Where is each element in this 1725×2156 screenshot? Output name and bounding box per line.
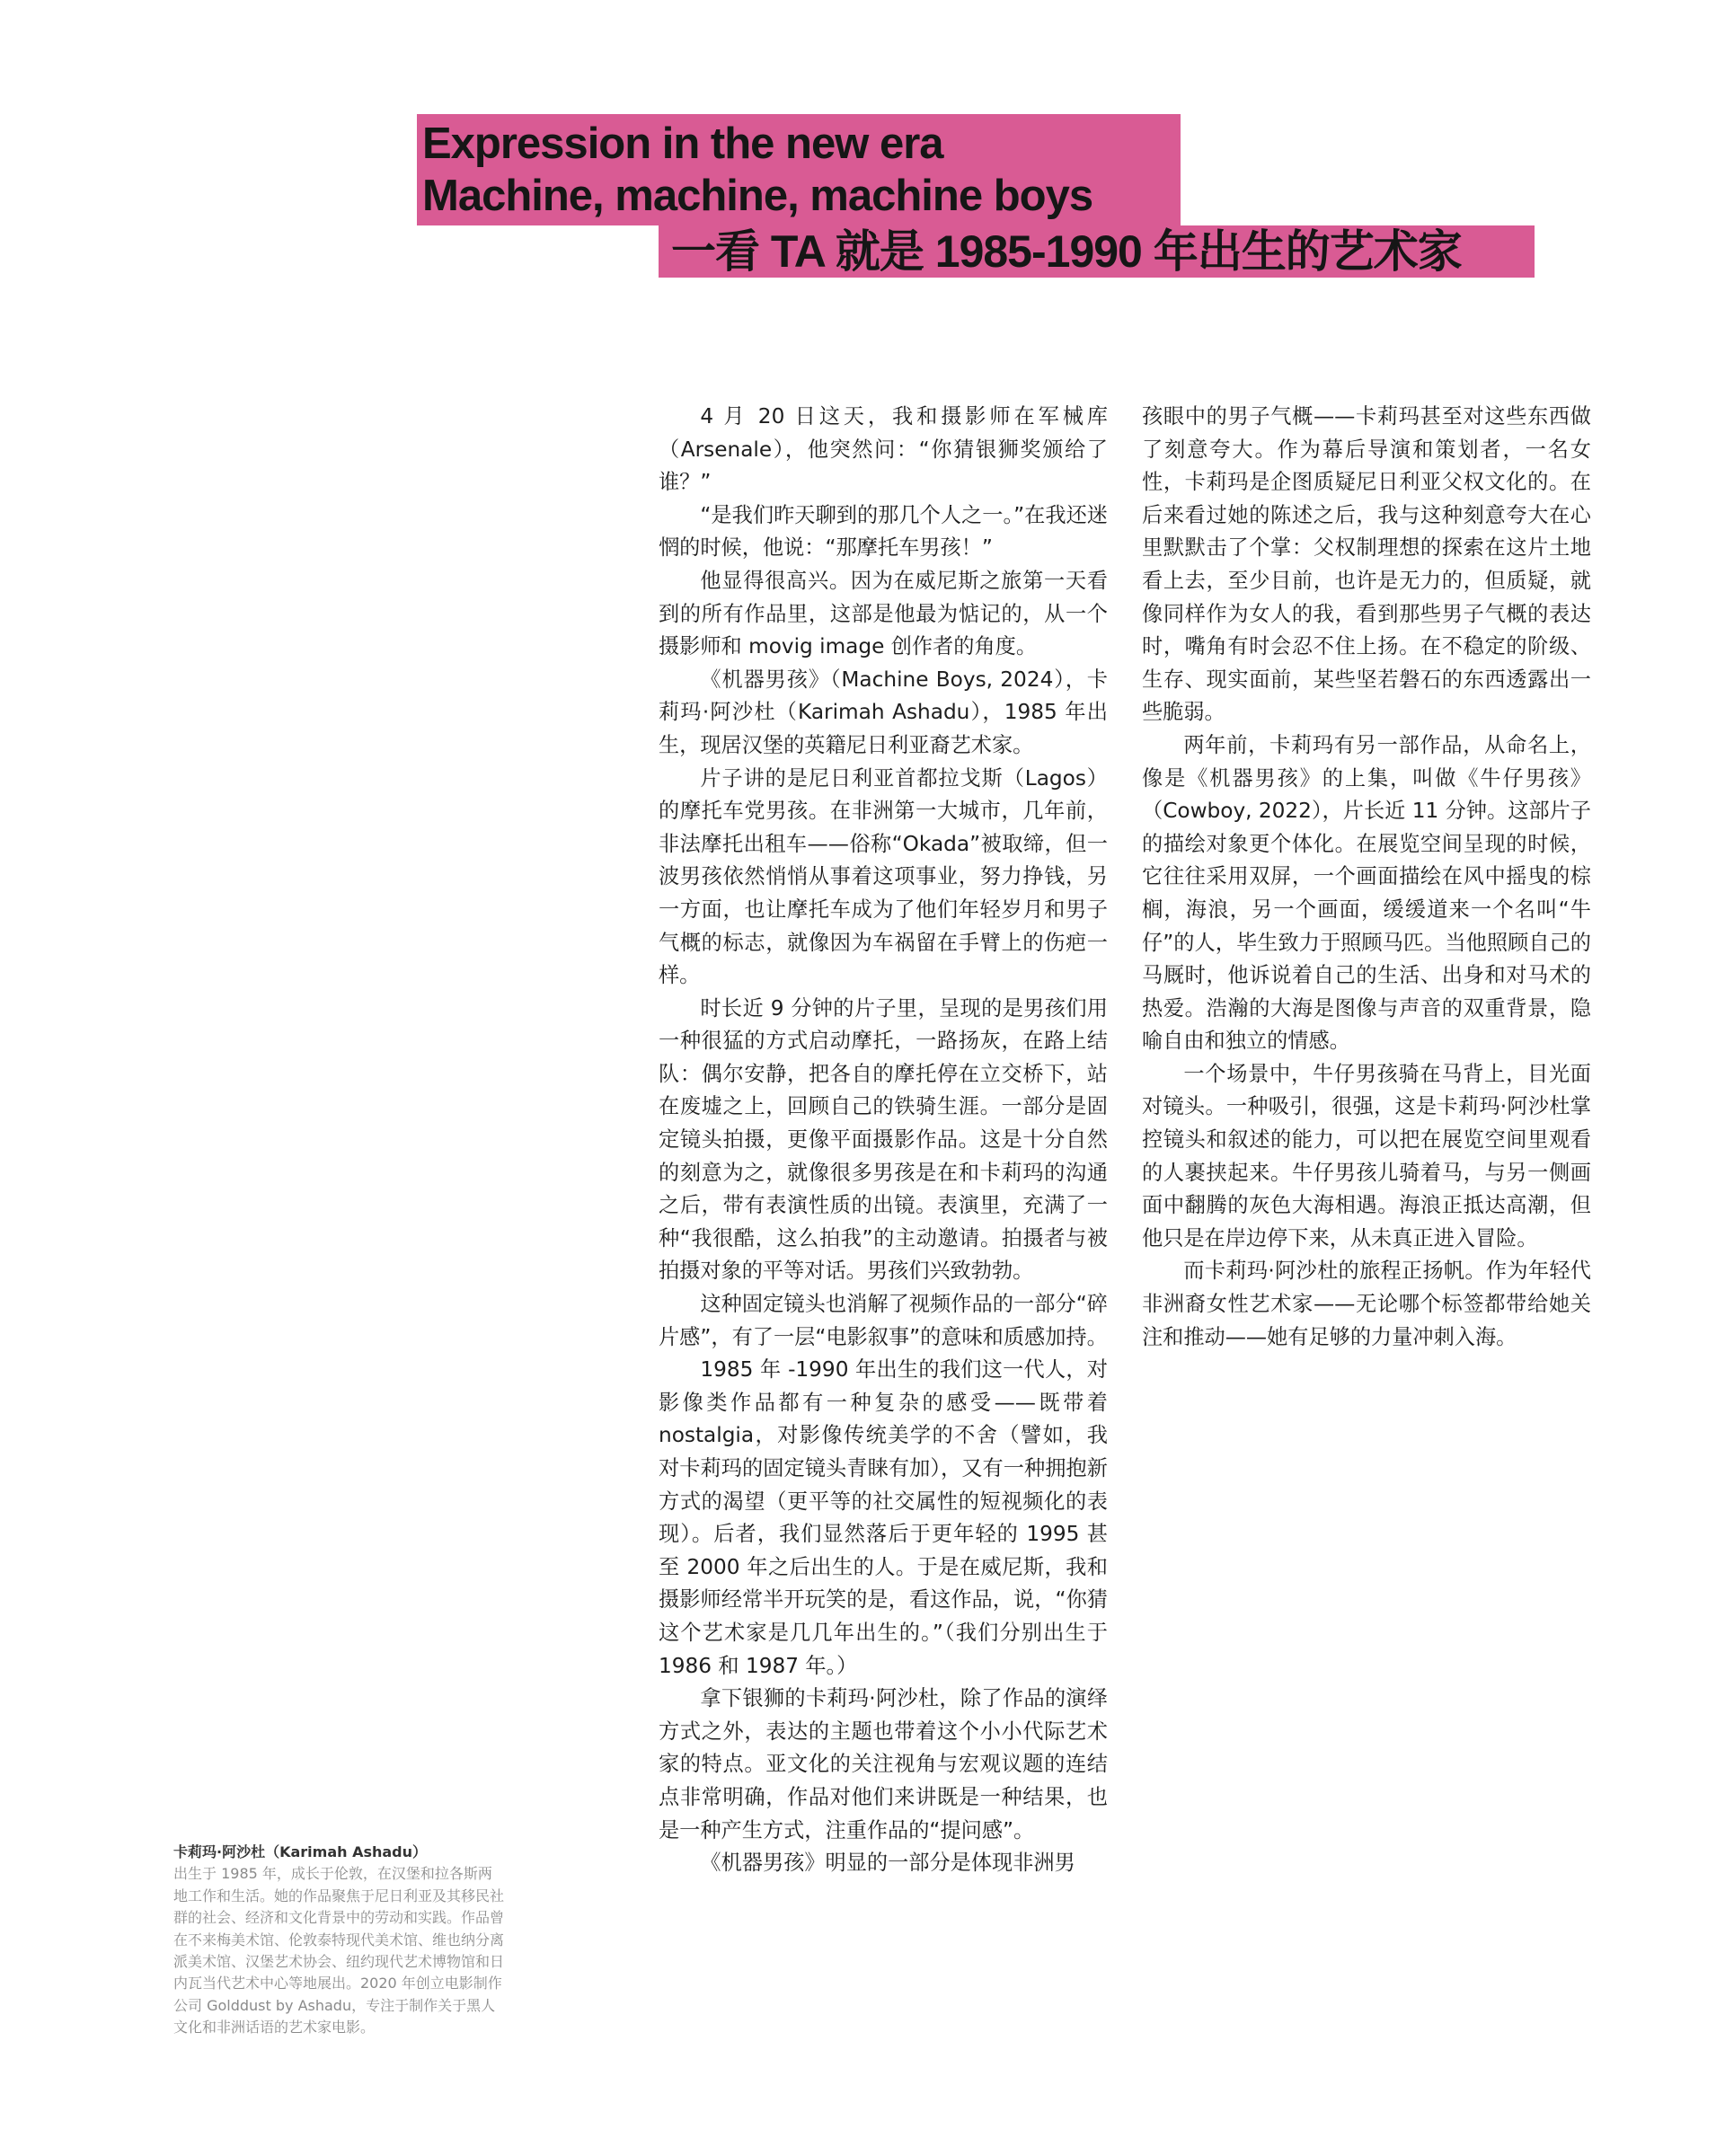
paragraph: 4 月 20 日这天，我和摄影师在军械库（Arsenale），他突然问：“你猜银狮奖颁给了谁？”	[659, 404, 1108, 495]
article-column-2	[1142, 401, 1591, 1354]
headline-line-2: Machine, machine, machine boys	[422, 172, 1093, 220]
paragraph: 《机器男孩》（Machine Boys, 2024），卡莉玛·阿沙杜（Karimah Ashadu），1985 年出生，现居汉堡的英籍尼日利亚裔艺术家。	[659, 667, 1108, 757]
paragraph: 1985 年 -1990 年出生的我们这一代人，对影像类作品都有一种复杂的感受——既带着 nostalgia，对影像传统美学的不舍（譬如，我对卡莉玛的固定镜头青睐有加），又有一种拥抱新方式的渴望（更平等的社交属性的短视频化的表现）。后者，我们显然落后于更年轻的 1995 甚至 2000 年之后出生的人。于是在威尼斯，我和摄影师经常半开玩笑的是，看这作品，说，“你猜这个艺术家是几几年出生的。”（我们分别出生于 1986 和 1987 年。）	[659, 1357, 1108, 1678]
article-column-1	[659, 401, 1108, 1880]
paragraph-continued: 孩眼中的男子气概——卡莉玛甚至对这些东西做了刻意夸大。作为幕后导演和策划者，一名女性，卡莉玛是企图质疑尼日利亚父权文化的。在后来看过她的陈述之后，我与这种刻意夸大在心里默默击了个掌：父权制理想的探索在这片土地看上去，至少目前，也许是无力的，但质疑，就像同样作为女人的我，看到那些男子气概的表达时，嘴角有时会忍不住上扬。在不稳定的阶级、生存、现实面前，某些坚若磐石的东西透露出一些脆弱。	[1142, 404, 1591, 725]
paragraph: 两年前，卡莉玛有另一部作品，从命名上，像是《机器男孩》的上集，叫做《牛仔男孩》（Cowboy, 2022），片长近 11 分钟。这部片子的描绘对象更个体化。在展览空间呈现的时候，它往往采用双屏，一个画面描绘在风中摇曳的棕榈，海浪，另一个画面，缓缓道来一个名叫“牛仔”的人，毕生致力于照顾马匹。当他照顾自己的马厩时，他诉说着自己的生活、出身和对马术的热爱。浩瀚的大海是图像与声音的双重背景，隐喻自由和独立的情感。	[1142, 732, 1591, 1054]
paragraph: 片子讲的是尼日利亚首都拉戈斯（Lagos）的摩托车党男孩。在非洲第一大城市，几年前，非法摩托出租车——俗称“Okada”被取缔，但一波男孩依然悄悄从事着这项事业，努力挣钱，另一方面，也让摩托车成为了他们年轻岁月和男子气概的标志，就像因为车祸留在手臂上的伤疤一样。	[659, 765, 1108, 988]
headline-english	[417, 114, 1181, 225]
headline-chinese: 一看 TA 就是 1985-1990 年出生的艺术家	[659, 225, 1535, 278]
bio-name: 卡莉玛·阿沙杜（Karimah Ashadu）	[173, 1843, 428, 1860]
paragraph: 《机器男孩》明显的一部分是体现非洲男	[700, 1851, 1075, 1876]
paragraph: 而卡莉玛·阿沙杜的旅程正扬帆。作为年轻代非洲裔女性艺术家——无论哪个标签都带给她关注和推动——她有足够的力量冲刺入海。	[1142, 1259, 1591, 1349]
headline-line-1: Expression in the new era	[422, 119, 943, 168]
paragraph: 拿下银狮的卡莉玛·阿沙杜，除了作品的演绎方式之外，表达的主题也带着这个小小代际艺术家的特点。亚文化的关注视角与宏观议题的连结点非常明确，作品对他们来讲既是一种结果，也是一种产生方式，注重作品的“提问感”。	[659, 1686, 1108, 1842]
artist-bio	[173, 1842, 506, 2039]
paragraph: 一个场景中，牛仔男孩骑在马背上，目光面对镜头。一种吸引，很强，这是卡莉玛·阿沙杜掌控镜头和叙述的能力，可以把在展览空间里观看的人裹挟起来。牛仔男孩儿骑着马，与另一侧画面中翻腾的灰色大海相遇。海浪正抵达高潮，但他只是在岸边停下来，从未真正进入冒险。	[1142, 1061, 1591, 1250]
paragraph: 这种固定镜头也消解了视频作品的一部分“碎片感”，有了一层“电影叙事”的意味和质感加持。	[659, 1292, 1108, 1349]
paragraph: “是我们昨天聊到的那几个人之一。”在我还迷惘的时候，他说：“那摩托车男孩！”	[659, 502, 1108, 561]
paragraph: 他显得很高兴。因为在威尼斯之旅第一天看到的所有作品里，这部是他最为惦记的，从一个摄影师和 movig image 创作者的角度。	[659, 568, 1108, 659]
bio-text: 出生于 1985 年，成长于伦敦，在汉堡和拉各斯两地工作和生活。她的作品聚焦于尼日利亚及其移民社群的社会、经济和文化背景中的劳动和实践。作品曾在不来梅美术馆、伦敦泰特现代美术馆、维也纳分离派美术馆、汉堡艺术协会、纽约现代艺术博物馆和日内瓦当代艺术中心等地展出。2020 年创立电影制作公司 Golddust by Ashadu，专注于制作关于黑人文化和非洲话语的艺术家电影。	[173, 1865, 505, 2037]
paragraph: 时长近 9 分钟的片子里，呈现的是男孩们用一种很猛的方式启动摩托，一路扬灰，在路上结队：偶尔安静，把各自的摩托停在立交桥下，站在废墟之上，回顾自己的铁骑生涯。一部分是固定镜头拍摄，更像平面摄影作品。这是十分自然的刻意为之，就像很多男孩是在和卡莉玛的沟通之后，带有表演性质的出镜。表演里，充满了一种“我很酷，这么拍我”的主动邀请。拍摄者与被拍摄对象的平等对话。男孩们兴致勃勃。	[659, 995, 1108, 1284]
